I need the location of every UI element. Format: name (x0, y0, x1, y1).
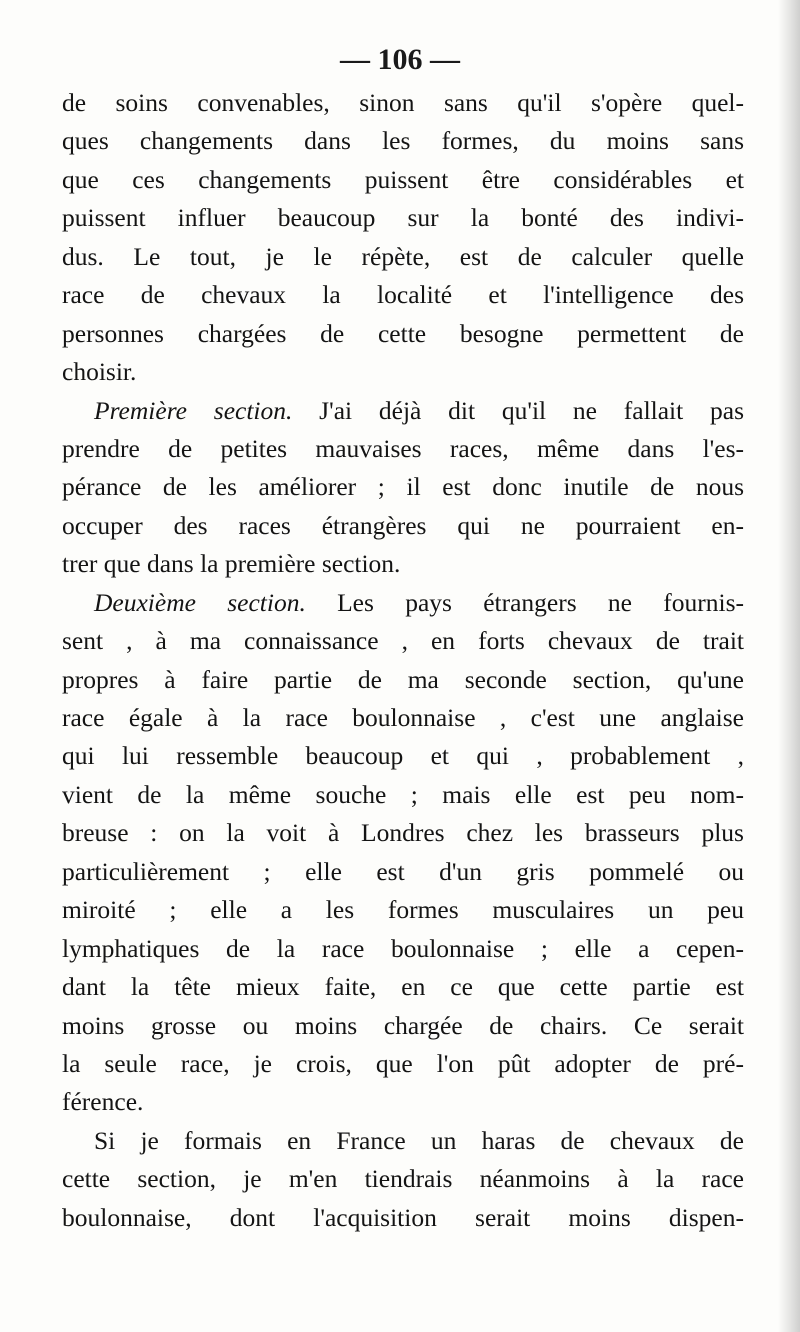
text-line: qui lui ressemble beaucoup et qui , probablement , (62, 741, 744, 771)
text-line: race égale à la race boulonnaise , c'est une anglaise (62, 703, 744, 732)
text-line: moins grosse ou moins chargée de chairs. Ce serait (62, 1010, 744, 1040)
text-run: Les pays étrangers ne fournis- (305, 587, 745, 617)
paragraph (62, 392, 744, 584)
text-line: prendre de petites mauvaises races, même dans l'es- (62, 433, 744, 463)
text-line: sent , à ma connaissance , en forts chevaux de trait (62, 626, 744, 656)
text-line: race de chevaux la localité et l'intelligence des (62, 280, 744, 310)
text-line (62, 392, 744, 430)
paragraph (62, 584, 744, 1122)
text-line: propres à faire partie de ma seconde section, qu'une (62, 664, 744, 694)
text-line: choisir. (62, 357, 137, 387)
body-text (62, 84, 744, 1237)
text-line: férence. (62, 1087, 144, 1117)
text-line: ques changements dans les formes, du moins sans (62, 126, 744, 156)
text-line: cette section, je m'en tiendrais néanmoins à la race (62, 1164, 744, 1194)
text-line: puissent influer beaucoup sur la bonté des indivi- (62, 203, 744, 233)
text-line: vient de la même souche ; mais elle est peu nom- (62, 779, 744, 809)
text-line: dant la tête mieux faite, en ce que cette partie est (62, 972, 744, 1002)
text-run: J'ai déjà dit qu'il ne fallait pas (292, 395, 745, 425)
section-heading: Première section. (94, 395, 293, 425)
text-line: personnes chargées de cette besogne permettent de (62, 318, 744, 348)
text-line: lymphatiques de la race boulonnaise ; elle a cepen- (62, 933, 744, 963)
text-line: dus. Le tout, je le répète, est de calculer quelle (62, 241, 744, 271)
text-line: que ces changements puissent être considérables et (62, 164, 744, 194)
text-line: occuper des races étrangères qui ne pourraient en- (62, 510, 744, 540)
text-line: la seule race, je crois, que l'on pût adopter de pré- (62, 1048, 744, 1078)
text-line: Si je formais en France un haras de chevaux de (94, 1125, 744, 1155)
text-line: pérance de les améliorer ; il est donc inutile de nous (62, 472, 744, 502)
paragraph (62, 84, 744, 392)
text-line (62, 584, 744, 622)
paragraph (62, 1122, 744, 1237)
text-line: breuse : on la voit à Londres chez les brasseurs plus (62, 818, 744, 848)
text-line: miroité ; elle a les formes musculaires un peu (62, 895, 744, 925)
page-edge-shadow (778, 0, 800, 1332)
text-line: particulièrement ; elle est d'un gris pommelé ou (62, 856, 744, 886)
text-line: boulonnaise, dont l'acquisition serait moins dispen- (62, 1202, 744, 1232)
page-number: — 106 — (340, 43, 460, 76)
text-line: trer que dans la première section. (62, 549, 401, 579)
section-heading: Deuxième section. (94, 587, 306, 617)
text-line: de soins convenables, sinon sans qu'il s'opère quel- (62, 88, 744, 117)
